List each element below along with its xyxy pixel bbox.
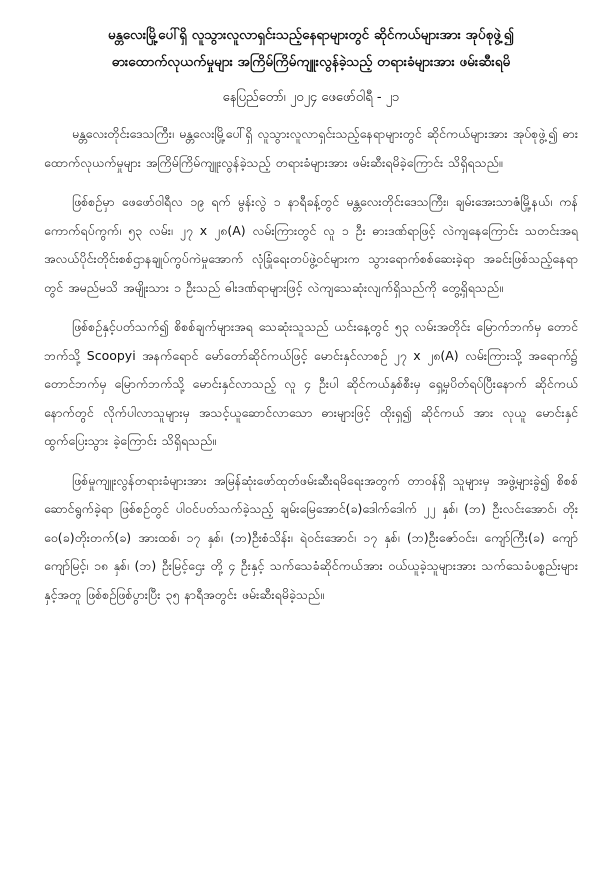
article-paragraph-2: ဖြစ်စဉ်မှာ ဖေဖော်ဝါရီလ ၁၉ ရက် မွန်းလွဲ ၁ နာရီခန့်တွင် မန္တလေးတိုင်းဒေသကြီး၊ ချမ်းအေးသာဇံမြို့နယ်၊ ကန်ကောက်ရပ်ကွက်၊ ၅၃ လမ်း၊ ၂၇ x ၂၈(A) လမ်းကြားတွင် လူ ၁ ဦး ဓားဒဏ်ရာဖြင့် လဲကျနေကြောင်း သတင်းအရ အလယ်ပိုင်းတိုင်းစစ်ဌာနချုပ်ကွပ်ကဲမှုအောက် လုံခြုံရေးတပ်ဖွဲ့ဝင်များက သွားရောက်စစ်ဆေးခဲ့ရာ အခင်းဖြစ်သည့်နေရာတွင် အမည်မသိ အမျိုးသား ၁ ဦးသည် ဓါးဒဏ်ရာများဖြင့် လဲကျသေဆုံးလျက်ရှိသည်ကို တွေ့ရှိရသည်။ (44, 194, 578, 295)
article-paragraph-3: ဖြစ်စဉ်နှင့်ပတ်သက်၍ စိစစ်ချက်များအရ သေဆုံးသူသည် ယင်းနေ့တွင် ၅၃ လမ်းအတိုင်း မြောက်ဘက်မှ တောင်ဘက်သို့ Scoopyi အနက်ရောင် မော်တော်ဆိုင်ကယ်ဖြင့် မောင်းနှင်လာစဉ် ၂၇ x ၂၈(A) လမ်းကြားသို့ အရောက်၌ တောင်ဘက်မှ မြောက်ဘက်သို့ မောင်းနှင်လာသည့် လူ ၄ ဦးပါ ဆိုင်ကယ်နှစ်စီးမှ ရှေ့မှပိတ်ရပ်ပြီးနောက် ဆိုင်ကယ် နောက်တွင် လိုက်ပါလာသူများမှ အသင့်ယူဆောင်လာသော ဓားများဖြင့် ထိုးရှ၍ ဆိုင်ကယ် အား လုယူ မောင်းနှင်ထွက်ပြေးသွား ခဲ့ကြောင်း သိရှိရသည်။ (44, 319, 578, 448)
article-paragraph-1: မန္တလေးတိုင်းဒေသကြီး၊ မန္တလေးမြို့ပေါ်ရှိ လူသွားလူလာရှင်းသည့်နေရာများတွင် ဆိုင်ကယ်များအား အုပ်စုဖွဲ့၍ ဓားထောက်လုယက်မှုများ အကြိမ်ကြိမ်ကျူးလွန်ခဲ့သည့် တရားခံများအား ဖမ်းဆီးရမိခဲ့ကြောင်း သိရှိရသည်။ (44, 126, 578, 170)
article-paragraph-4: ဖြစ်မှုကျူးလွန်တရားခံများအား အမြန်ဆုံးဖော်ထုတ်ဖမ်းဆီးရမိရေးအတွက် တာဝန်ရှိ သူများမှ အဖွဲ့များခွဲ၍ စိစစ်ဆောင်ရွက်ခဲ့ရာ ဖြစ်စဉ်တွင် ပါဝင်ပတ်သက်ခဲ့သည့် ချမ်းမြေအောင်(ခ)ဒေါက်ဒေါက် ၂၂ နှစ်၊ (ဘ) ဦးလင်းအောင်၊ တိုးဝေ(ခ)တိုးတက်(ခ) အားထစ်၊ ၁၇ နှစ်၊ (ဘ)ဦးစံသိန်း၊ ရဲဝင်းအောင်၊ ၁၇ နှစ်၊ (ဘ)ဦးဇော်ဝင်း၊ ကျော်ကြီး(ခ) ကျော်ကျော်မြင့်၊ ၁၈ နှစ်၊ (ဘ) ဦးမြင့်ဌေး တို့ ၄ ဦးနှင့် သက်သေခံဆိုင်ကယ်အား ဝယ်ယူခဲ့သူများအား သက်သေခံပစ္စည်းများနှင့်အတူ ဖြစ်စဉ်ဖြစ်ပွားပြီး ၃၅ နာရီအတွင်း ဖမ်းဆီးရမိခဲ့သည်။ (44, 472, 578, 602)
headline-line-2: ဓားထောက်လုယက်မှုများ အကြိမ်ကြိမ်ကျူးလွန်ခဲ့သည့် တရားခံများအား ဖမ်းဆီးရမိ (111, 54, 511, 70)
article-dateline: နေပြည်တော်၊ ၂၀၂၄ ဖေဖော်ဝါရီ - ၂၁ (222, 90, 400, 105)
article-headline (44, 22, 578, 76)
headline-line-1: မန္တလေးမြို့ပေါ်ရှိ လူသွားလူလာရှင်းသည့်နေရာများတွင် ဆိုင်ကယ်များအား အုပ်စုဖွဲ့၍ (108, 27, 514, 43)
